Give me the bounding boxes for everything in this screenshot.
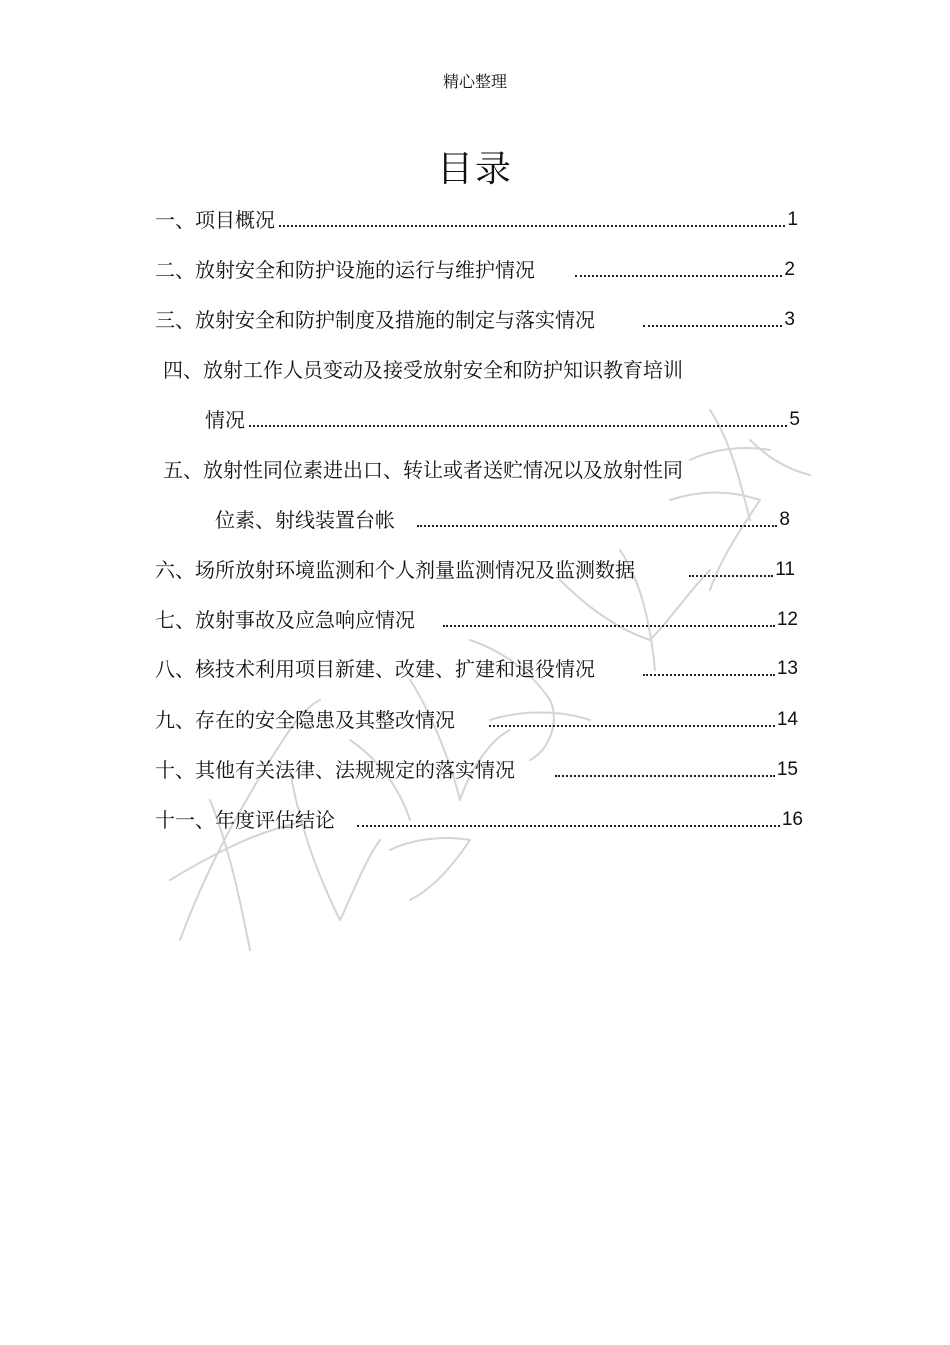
toc-entry-page: 15 xyxy=(776,759,798,780)
toc-entry-label: 十、其他有关法律、法规规定的落实情况 xyxy=(155,758,515,782)
toc-entry-label: 一、项目概况 xyxy=(155,208,275,232)
toc-entry-label: 九、存在的安全隐患及其整改情况 xyxy=(155,708,455,732)
toc-entry-page: 14 xyxy=(776,709,798,730)
toc-entry[interactable] xyxy=(155,756,798,784)
toc-entry[interactable] xyxy=(215,506,790,534)
toc-entry-label: 二、放射安全和防护设施的运行与维护情况 xyxy=(155,258,535,282)
toc-entry-page: 11 xyxy=(775,559,795,580)
toc-entry[interactable] xyxy=(155,806,803,834)
toc-entry-page: 13 xyxy=(776,658,798,679)
toc-entry-label: 六、场所放射环境监测和个人剂量监测情况及监测数据 xyxy=(155,558,635,582)
toc-entry[interactable] xyxy=(155,256,795,284)
toc-leader xyxy=(443,625,775,627)
toc-entry-label: 情况 xyxy=(205,408,245,432)
toc-entry[interactable] xyxy=(155,706,798,734)
toc-entry-label: 三、放射安全和防护制度及措施的制定与落实情况 xyxy=(155,308,595,332)
toc-leader xyxy=(489,725,775,727)
toc-leader xyxy=(643,674,775,676)
toc-leader xyxy=(417,525,777,527)
toc-entry[interactable] xyxy=(155,606,798,634)
toc-entry-page: 2 xyxy=(784,259,795,280)
toc-entry-page: 5 xyxy=(789,409,800,430)
toc-entry-label[interactable]: 五、放射性同位素进出口、转让或者送贮情况以及放射性同 xyxy=(163,458,683,482)
toc-leader xyxy=(643,325,782,327)
toc-entry-label: 十一、年度评估结论 xyxy=(155,808,335,832)
toc-leader xyxy=(279,225,785,227)
toc-entry-page: 8 xyxy=(779,509,790,530)
toc-leader xyxy=(555,775,775,777)
toc-entry-page: 16 xyxy=(781,809,803,830)
toc-leader xyxy=(575,275,782,277)
toc-entry-label: 位素、射线装置台帐 xyxy=(215,508,395,532)
toc-leader xyxy=(249,425,787,427)
toc-entry-page: 3 xyxy=(784,309,795,330)
toc-entry[interactable] xyxy=(155,206,798,234)
toc-entry[interactable] xyxy=(205,406,800,434)
page-header: 精心整理 xyxy=(442,72,507,91)
toc-entry-page: 12 xyxy=(776,609,798,630)
toc-leader xyxy=(357,825,780,827)
toc-entry-label: 七、放射事故及应急响应情况 xyxy=(155,608,415,632)
toc-entry-label: 八、核技术利用项目新建、改建、扩建和退役情况 xyxy=(155,657,595,681)
toc-entry-label[interactable]: 四、放射工作人员变动及接受放射安全和防护知识教育培训 xyxy=(163,358,683,382)
toc-entry[interactable] xyxy=(155,306,795,334)
toc-entry[interactable] xyxy=(155,556,795,584)
page-title: 目录 xyxy=(436,149,513,190)
toc-leader xyxy=(689,575,773,577)
toc-entry-page: 1 xyxy=(787,209,798,230)
toc-entry[interactable] xyxy=(155,655,798,683)
